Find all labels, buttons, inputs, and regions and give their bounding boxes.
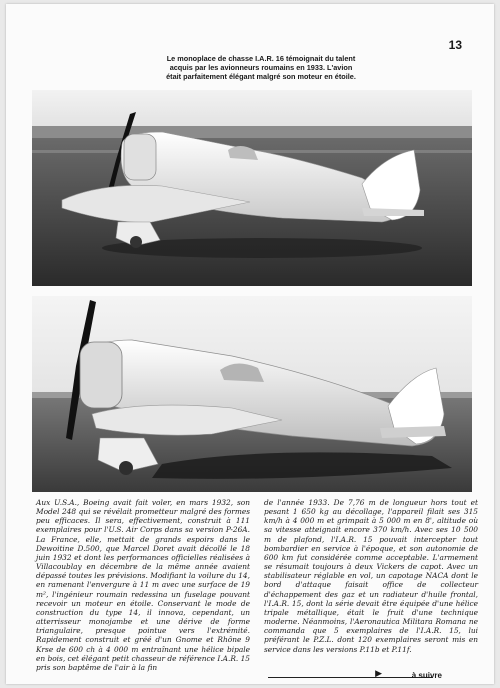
continued-rule — [268, 677, 432, 678]
magazine-page — [6, 4, 494, 684]
photo-caption: Le monoplace de chasse I.A.R. 16 témoignait du talent acquis par les avionneurs roumains en 1933. L'avion était parfaitement élégant malgré son moteur en étoile. — [166, 54, 356, 82]
aircraft-photo-side-image — [32, 90, 472, 286]
article-column-left — [36, 498, 250, 672]
aircraft-photo-three-quarter-image — [32, 296, 472, 492]
aircraft-photo-three-quarter — [32, 296, 472, 492]
page-number: 13 — [448, 38, 462, 52]
aircraft-photo-side — [32, 90, 472, 286]
right-arrow-icon: ▶ — [375, 669, 382, 679]
article-text-right: de l'année 1933. De 7,76 m de longueur hors tout et pesant 1 650 kg au décollage, l'appareil filait ses 315 km/h à 4 000 m et grimpait à 5 000 m en 8', altitude où sa vitesse atteignait encore 370 km/h. Avec ses 10 500 m de plafond, l'I.A.R. 15 pouvait intercepter tout bombardier en service à l'époque, et son autonomie de 600 km fut considérée comme acceptable. L'armement se résumait toujours à deux Vickers de capot. Avec un stabilisateur réglable en vol, un capotage NACA dont le bord d'attaque faisait office de collecteur d'échappement des gaz et un radiateur d'huile frontal, l'I.A.R. 15, dont la série devait être équipée d'une hélice tripale métallique, était le fruit d'une technique moderne. Néanmoins, l'Aeronautica Militara Romana ne commanda que 5 exemplaires de l'I.A.R. 15, lui préférant le P.Z.L. dont 120 exemplaires seront mis en service dans les versions P.11b et P.11f. — [264, 498, 478, 654]
continued-label: à suivre — [411, 671, 442, 680]
article-text-left: Aux U.S.A., Boeing avait fait voler, en mars 1932, son Model 248 qui se révélait prometteur malgré des formes peu efficaces. Il sera, effectivement, construit à 111 exemplaires pour l'U.S. Air Corps dans sa version P-26A. La France, elle, mettait de grands espoirs dans le Dewoitine D.500, que Marcel Doret avait décollé le 18 juin 1932 et dont les performances officielles réalisées à Villacoublay en décembre de la même année avaient dépassé toutes les prévisions. Modifiant la voilure du 14, en ramenant l'envergure à 11 m avec une surface de 19 m², l'ingénieur roumain redessina un fuselage pouvant recevoir un moteur en étoile. Conservant le mode de construction du type 14, il innova, cependant, un atterrisseur monojambe et une dérive de forme triangulaire, presque pointue vers l'extrémité. Rapidement construit et gréé d'un Gnome et Rhône 9 Krse de 600 ch à 4 000 m entraînant une hélice bipale en bois, cet élégant petit chasseur de référence I.A.R. 15 pris son baptême de l'air à la fin — [36, 498, 250, 672]
article-column-right — [264, 498, 478, 654]
